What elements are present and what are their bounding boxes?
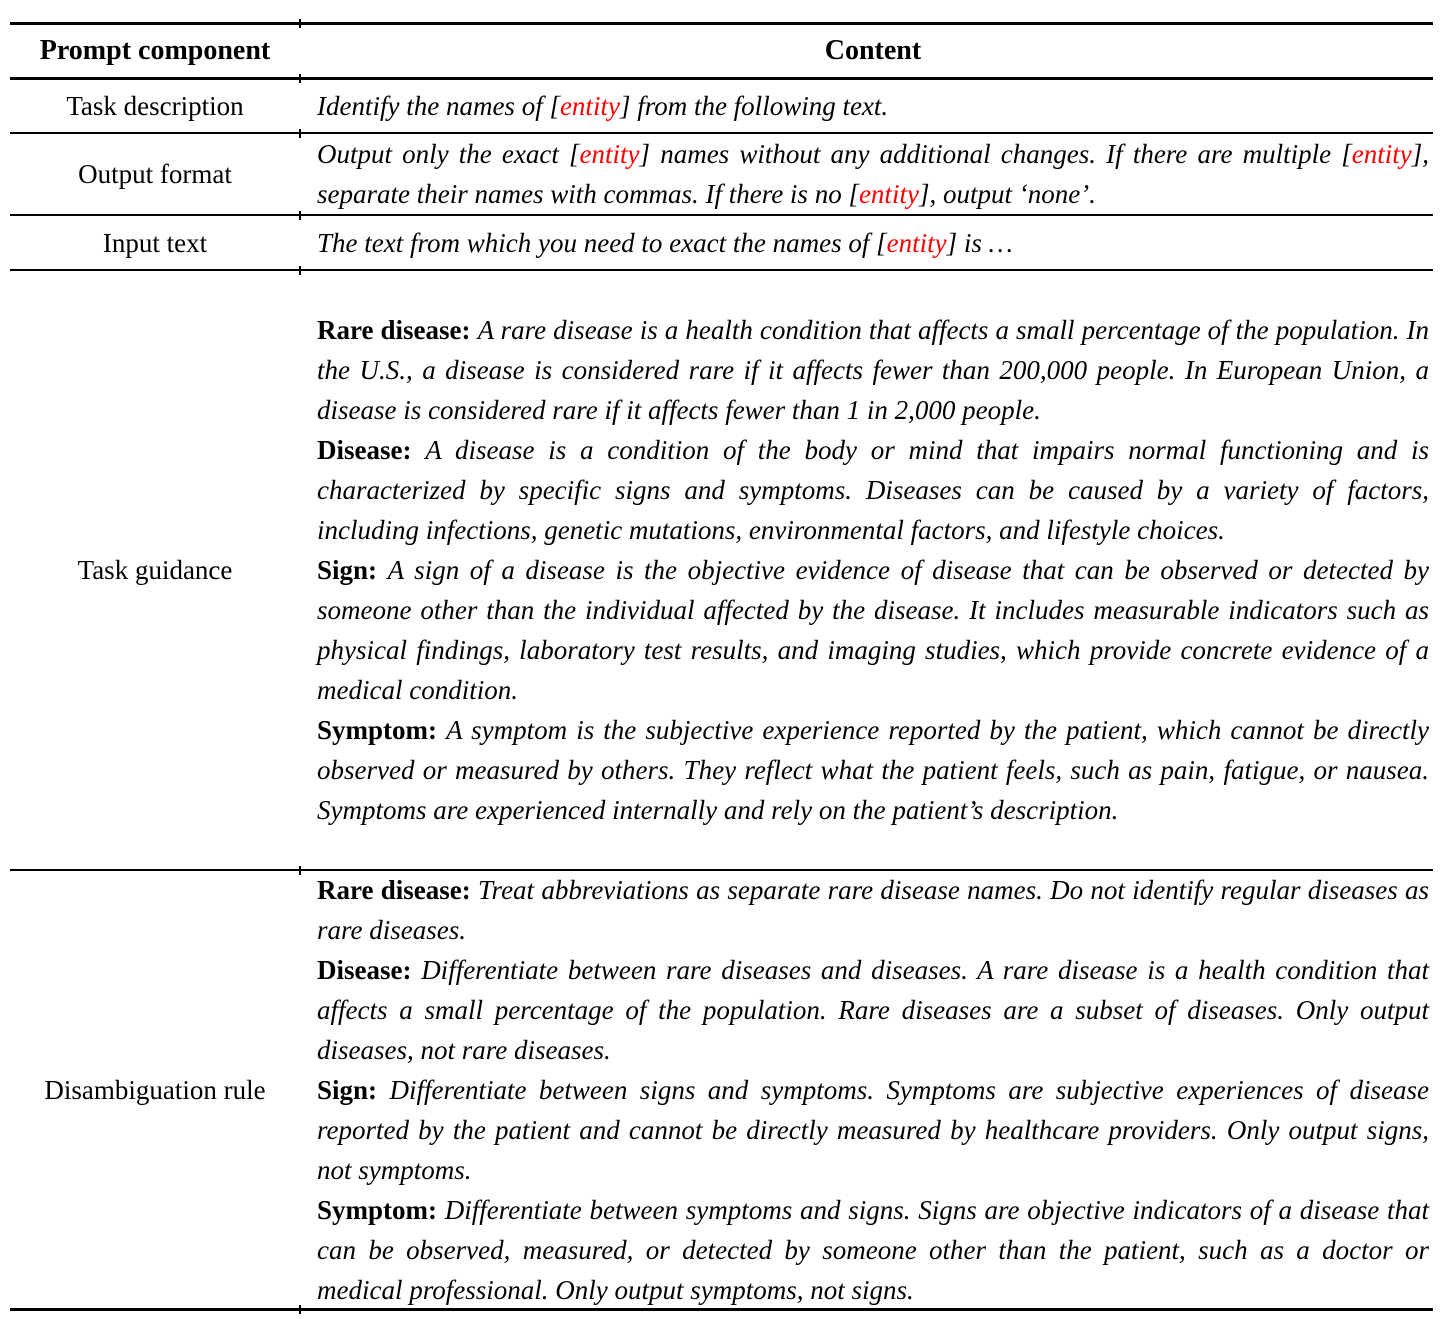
row-label: Input text bbox=[102, 227, 208, 258]
row-content bbox=[300, 270, 1433, 870]
table-rule bbox=[10, 269, 1433, 271]
table-rule bbox=[10, 1308, 1433, 1311]
row-label: Task guidance bbox=[77, 555, 233, 585]
paragraph bbox=[317, 550, 1429, 710]
text-segment: A rare disease is a health condition that affects a small percentage of the population. In the U.S., a disease is considered rare if it affects fewer than 200,000 people. In European Union, a disease is considered rare if it affects fewer than 1 in 2,000 people. bbox=[317, 315, 1429, 425]
paragraph bbox=[317, 310, 1429, 430]
entity-placeholder: entity bbox=[886, 227, 947, 258]
column-divider-tick bbox=[299, 266, 301, 275]
column-divider-tick bbox=[299, 1305, 301, 1314]
text-segment: Differentiate between signs and symptoms. Symptoms are subjective experiences of disease reported by the patient and cannot be directly measured by healthcare providers. Only output signs, not symptoms. bbox=[317, 1075, 1429, 1185]
text-segment: Disease: bbox=[317, 435, 426, 465]
text-segment: Symptom: bbox=[317, 715, 447, 745]
column-divider-tick bbox=[299, 211, 301, 220]
column-divider-tick bbox=[299, 19, 301, 28]
column-divider-tick bbox=[299, 74, 301, 83]
table-row-input-text bbox=[10, 215, 1433, 270]
text-segment: The text from which you need to exact the names of [ bbox=[317, 227, 887, 258]
entity-placeholder: entity bbox=[1351, 139, 1412, 169]
text-segment: Sign: bbox=[317, 555, 388, 585]
table-rule bbox=[10, 22, 1433, 25]
entity-placeholder: entity bbox=[559, 90, 620, 121]
row-content bbox=[300, 78, 1433, 133]
table-header-row bbox=[10, 23, 1433, 78]
row-content bbox=[300, 870, 1433, 1310]
header-content: Content bbox=[824, 34, 922, 66]
text-segment: A symptom is the subjective experience reported by the patient, which cannot be directly observed or measured by others. They reflect what the patient feels, such as pain, fatigue, or nausea. Symptoms are experienced internally and rely on the patient’s description. bbox=[317, 715, 1429, 825]
table-rule bbox=[10, 869, 1433, 871]
table-rule bbox=[10, 132, 1433, 134]
row-label: Output format bbox=[78, 159, 232, 189]
text-segment: A disease is a condition of the body or mind that impairs normal functioning and is characterized by specific signs and symptoms. Diseases can be caused by a variety of factors, including infections, genetic mutations, environmental factors, and lifestyle choices. bbox=[317, 435, 1429, 545]
table-row-task-guidance bbox=[10, 270, 1433, 870]
column-divider-tick bbox=[299, 129, 301, 138]
entity-placeholder: entity bbox=[579, 139, 640, 169]
row-label: Disambiguation rule bbox=[44, 1075, 266, 1105]
text-segment: Sign: bbox=[317, 1075, 390, 1105]
header-prompt-component: Prompt component bbox=[39, 34, 271, 66]
text-segment: Differentiate between symptoms and signs. Signs are objective indicators of a disease that can be observed, measured, or detected by someone other than the patient, such as a doctor or medical professional. Only output symptoms, not signs. bbox=[317, 1195, 1429, 1305]
paragraph bbox=[317, 870, 1429, 950]
paragraph bbox=[317, 86, 1429, 126]
text-segment: ], output ‘none’. bbox=[918, 179, 1096, 209]
paragraph bbox=[317, 1190, 1429, 1310]
row-content bbox=[300, 133, 1433, 215]
text-segment: Rare disease: bbox=[317, 315, 478, 345]
text-segment: Symptom: bbox=[317, 1195, 445, 1225]
text-segment: A sign of a disease is the objective evidence of disease that can be observed or detected by someone other than the individual affected by the disease. It includes measurable indicators such as physical findings, laboratory test results, and imaging studies, which provide concrete evidence of a medical condition. bbox=[317, 555, 1429, 705]
text-segment: ] from the following text. bbox=[619, 90, 889, 121]
entity-placeholder: entity bbox=[858, 179, 919, 209]
table-row-task-description bbox=[10, 78, 1433, 133]
row-content bbox=[300, 215, 1433, 270]
paragraph bbox=[317, 134, 1429, 214]
column-divider-tick bbox=[299, 866, 301, 875]
table-rule bbox=[10, 77, 1433, 80]
text-segment: Output only the exact [ bbox=[317, 139, 580, 169]
text-segment: ] is … bbox=[946, 227, 1013, 258]
table-row-disambiguation-rule bbox=[10, 870, 1433, 1310]
paragraph bbox=[317, 430, 1429, 550]
row-label: Task description bbox=[66, 90, 244, 121]
text-segment: Rare disease: bbox=[317, 875, 479, 905]
paragraph bbox=[317, 710, 1429, 830]
paragraph bbox=[317, 1070, 1429, 1190]
text-segment: Disease: bbox=[317, 955, 422, 985]
paragraph bbox=[317, 950, 1429, 1070]
table-rule bbox=[10, 214, 1433, 216]
text-segment: ], separate their names with commas. If there is no [ bbox=[317, 139, 1429, 209]
table-row-output-format bbox=[10, 133, 1433, 215]
paragraph bbox=[317, 223, 1429, 263]
prompt-components-table bbox=[10, 23, 1433, 1310]
text-segment: Differentiate between rare diseases and diseases. A rare disease is a health condition that affects a small percentage of the population. Rare diseases are a subset of diseases. Only output diseases, not rare diseases. bbox=[317, 955, 1429, 1065]
text-segment: ] names without any additional changes. If there are multiple [ bbox=[639, 139, 1352, 169]
text-segment: Treat abbreviations as separate rare disease names. Do not identify regular diseases as rare diseases. bbox=[317, 875, 1429, 945]
text-segment: Identify the names of [ bbox=[317, 90, 560, 121]
